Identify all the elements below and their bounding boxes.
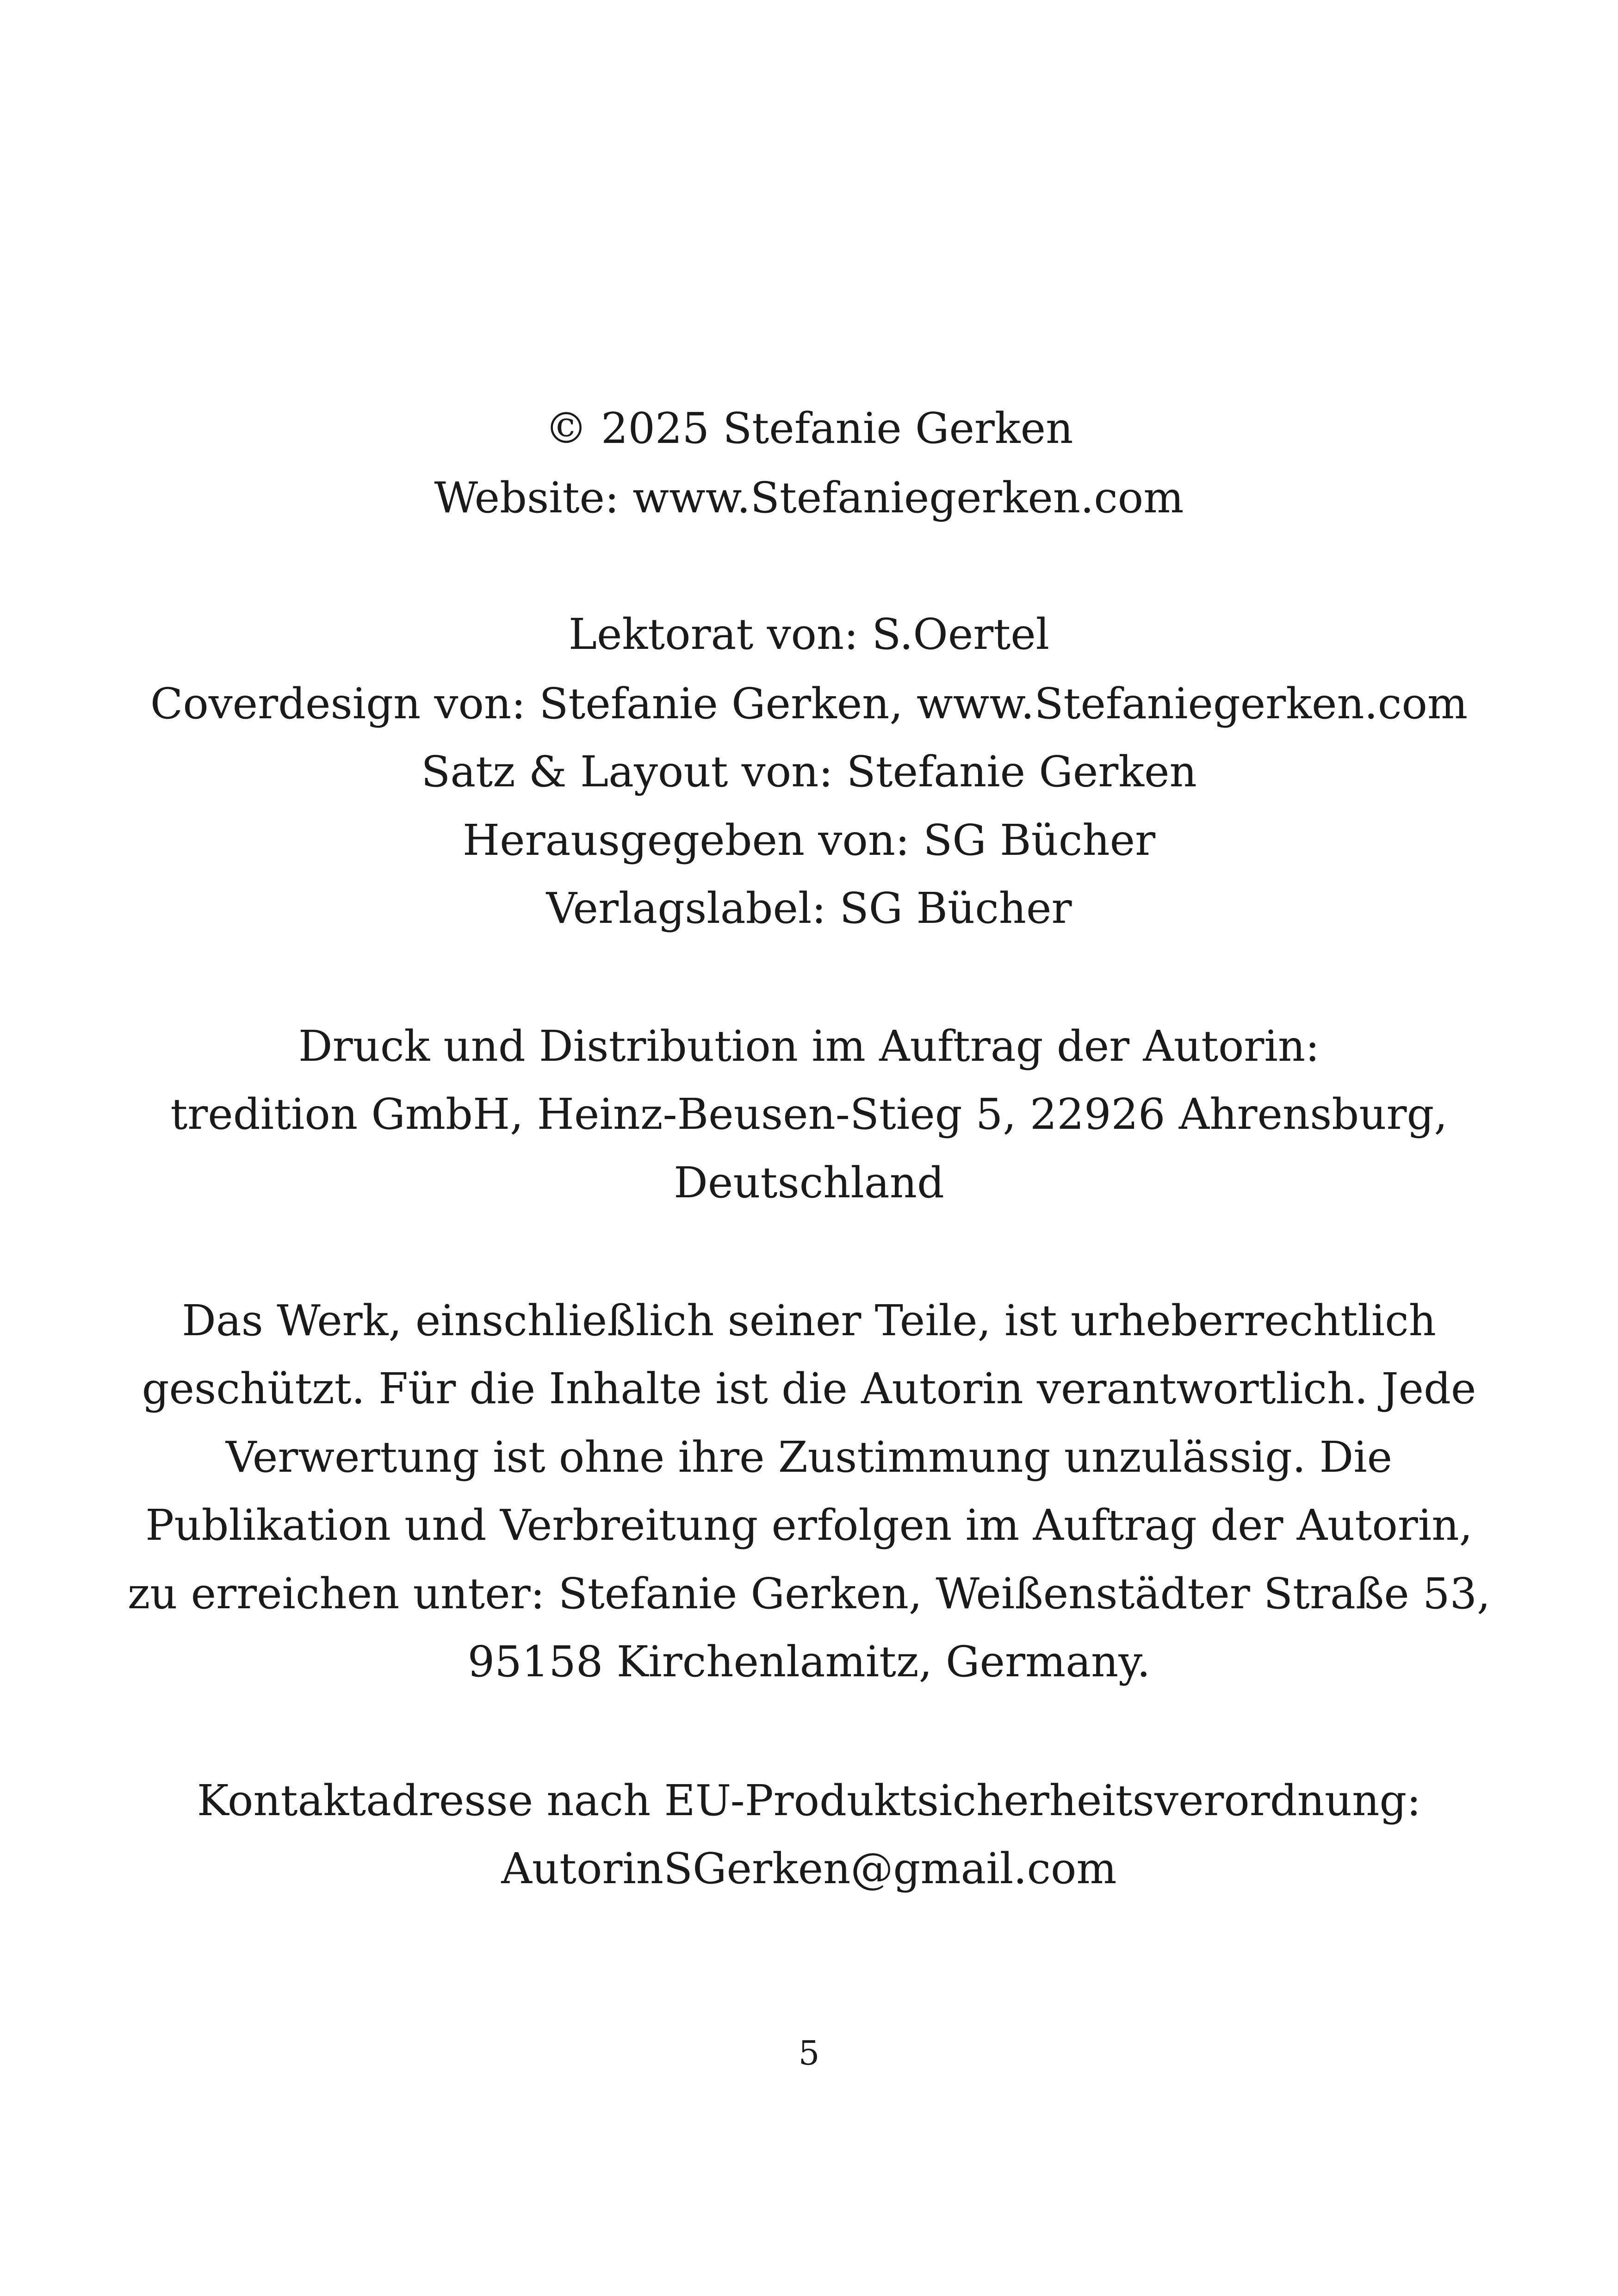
rights-line: Verwertung ist ohne ihre Zustimmung unzulässig. Die <box>225 1432 1393 1482</box>
coverdesign-line: Coverdesign von: Stefanie Gerken, www.Stefaniegerken.com <box>150 679 1468 728</box>
herausgeber-line: Herausgegeben von: SG Bücher <box>462 815 1156 865</box>
verlagslabel-line: Verlagslabel: SG Bücher <box>546 884 1072 933</box>
rights-line: Publikation und Verbreitung erfolgen im Auftrag der Autorin, <box>145 1500 1473 1550</box>
druck-line: tredition GmbH, Heinz-Beusen-Stieg 5, 22926 Ahrensburg, <box>170 1089 1448 1139</box>
copyright-line: © 2025 Stefanie Gerken <box>545 404 1073 453</box>
website-line: Website: www.Stefaniegerken.com <box>434 473 1184 523</box>
satz-layout-line: Satz & Layout von: Stefanie Gerken <box>421 747 1197 796</box>
rights-line: geschützt. Für die Inhalte ist die Autorin verantwortlich. Jede <box>142 1364 1476 1413</box>
druck-line: Druck und Distribution im Auftrag der Autorin: <box>298 1021 1320 1071</box>
rights-line: zu erreichen unter: Stefanie Gerken, Weißenstädter Straße 53, <box>127 1569 1491 1618</box>
page-number: 5 <box>798 2034 820 2072</box>
rights-line: 95158 Kirchenlamitz, Germany. <box>467 1637 1151 1686</box>
lektorat-line: Lektorat von: S.Oertel <box>568 610 1050 659</box>
contact-email: AutorinSGerken@gmail.com <box>501 1844 1117 1893</box>
contact-label: Kontaktadresse nach EU-Produktsicherheitsverordnung: <box>197 1776 1421 1825</box>
rights-line: Das Werk, einschließlich seiner Teile, ist urheberrechtlich <box>182 1296 1436 1345</box>
druck-line: Deutschland <box>674 1158 944 1207</box>
